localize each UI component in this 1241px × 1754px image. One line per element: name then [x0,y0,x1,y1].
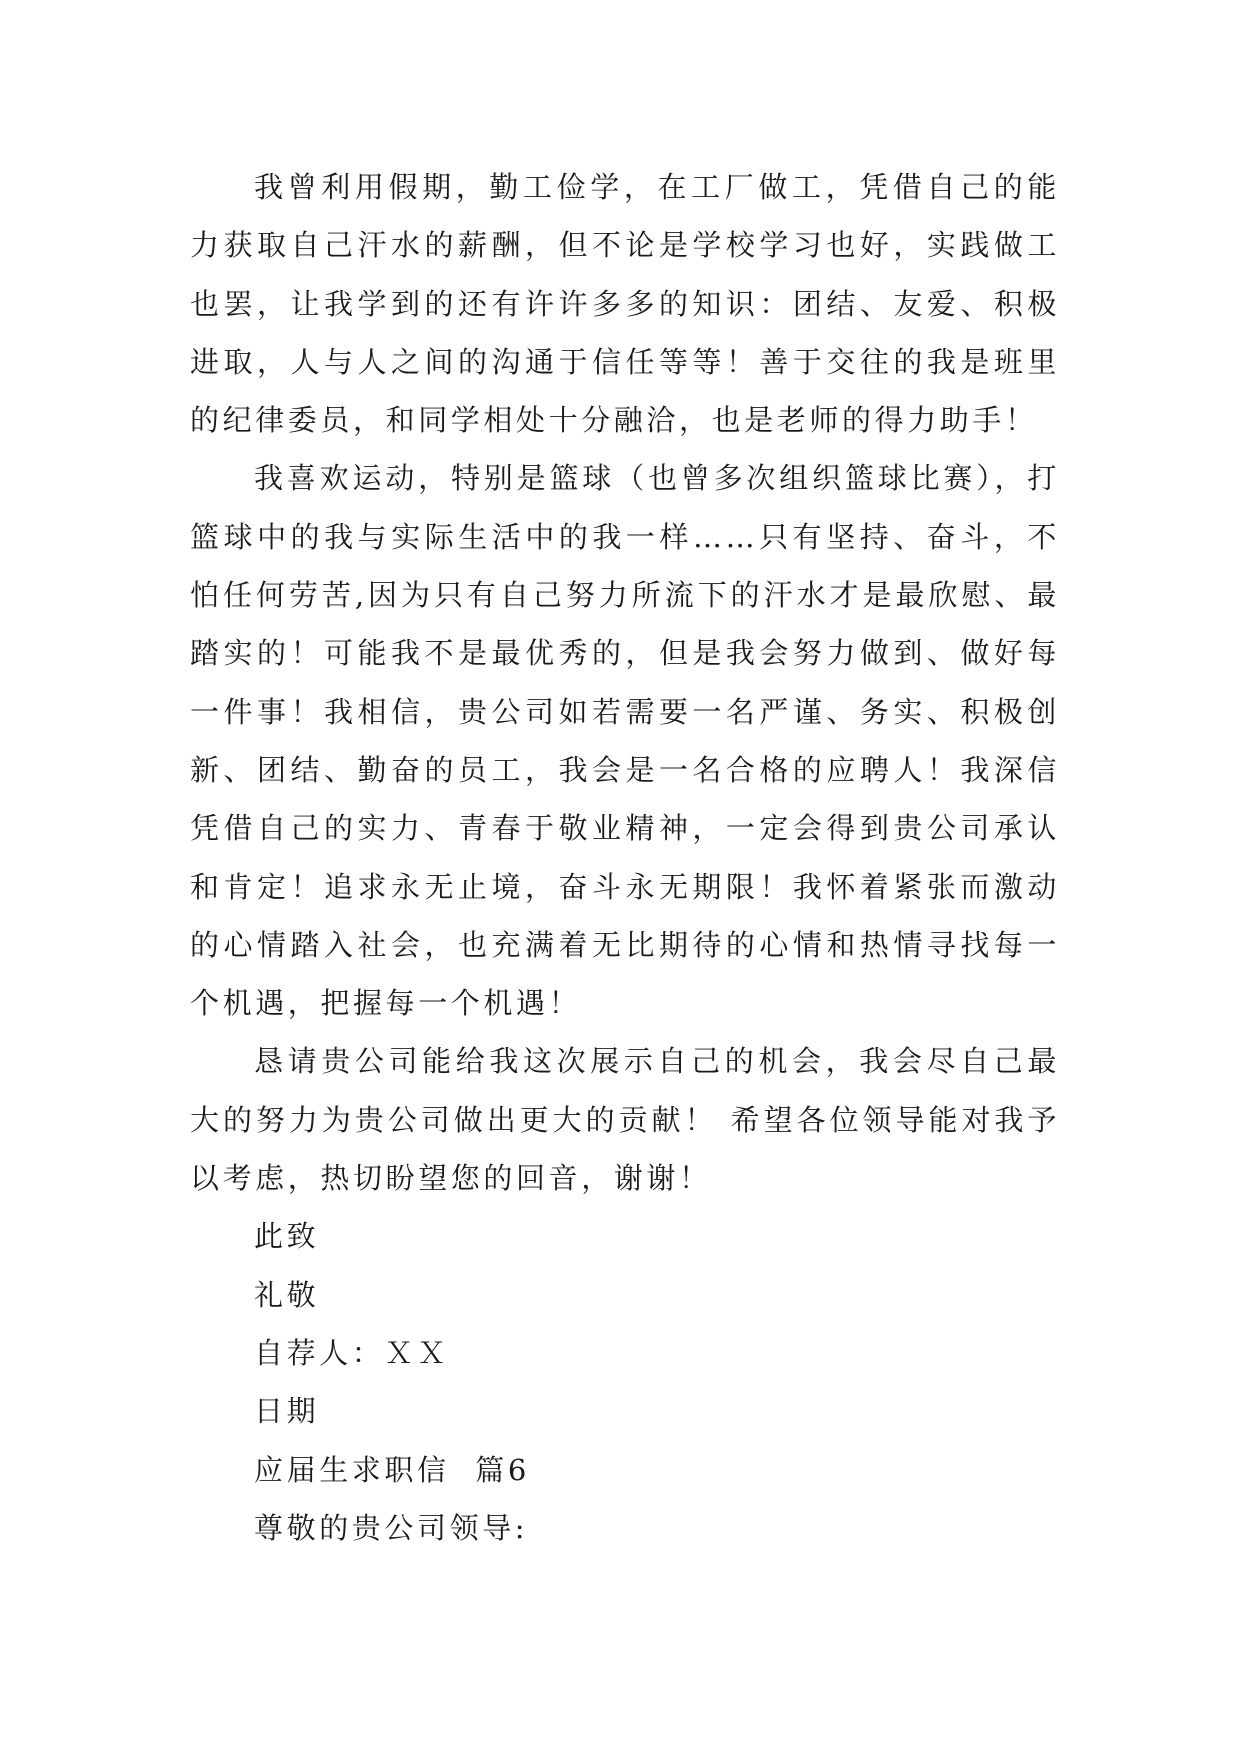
next-letter-title: 应届生求职信 篇6 [254,1452,530,1487]
paragraph-work-experience: 我曾利用假期，勤工俭学，在工厂做工，凭借自己的能力获取自己汗水的薪酬，但不论是学校学习也好，实践做工也罢，让我学到的还有许许多多的知识：团结、友爱、积极进取，人与人之间的沟通于信任等等！善于交往的我是班里的纪律委员，和同学相处十分融洽，也是老师的得力助手！ [190,170,1060,438]
salute-line: 礼敬 [254,1277,320,1312]
next-letter-greeting: 尊敬的贵公司领导: [254,1510,529,1545]
paragraph-request: 恳请贵公司能给我这次展示自己的机会，我会尽自己最大的努力为贵公司做出更大的贡献！ 希望各位领导能对我予以考虑，热切盼望您的回音，谢谢！ [190,1044,1060,1196]
paragraph-hobbies: 我喜欢运动，特别是篮球（也曾多次组织篮球比赛），打篮球中的我与实际生活中的我一样……只有坚持、奋斗，不怕任何劳苦,因为只有自己努力所流下的汗水才是最欣慰、最踏实的！可能我不是最优秀的，但是我会努力做到、做好每一件事！我相信，贵公司如若需要一名严谨、务实、积极创新、团结、勤奋的员工，我会是一名合格的应聘人！我深信凭借自己的实力、青春于敬业精神，一定会得到贵公司承认和肯定！追求永无止境，奋斗永无期限！我怀着紧张而激动的心情踏入社会，也充满着无比期待的心情和热情寻找每一个机遇，把握每一个机遇！ [190,461,1060,1021]
signature-line: 自荐人：ＸＸ [254,1335,450,1370]
closing-line: 此致 [254,1219,320,1254]
letter-body [190,158,1060,1557]
date-line: 日期 [254,1394,320,1429]
